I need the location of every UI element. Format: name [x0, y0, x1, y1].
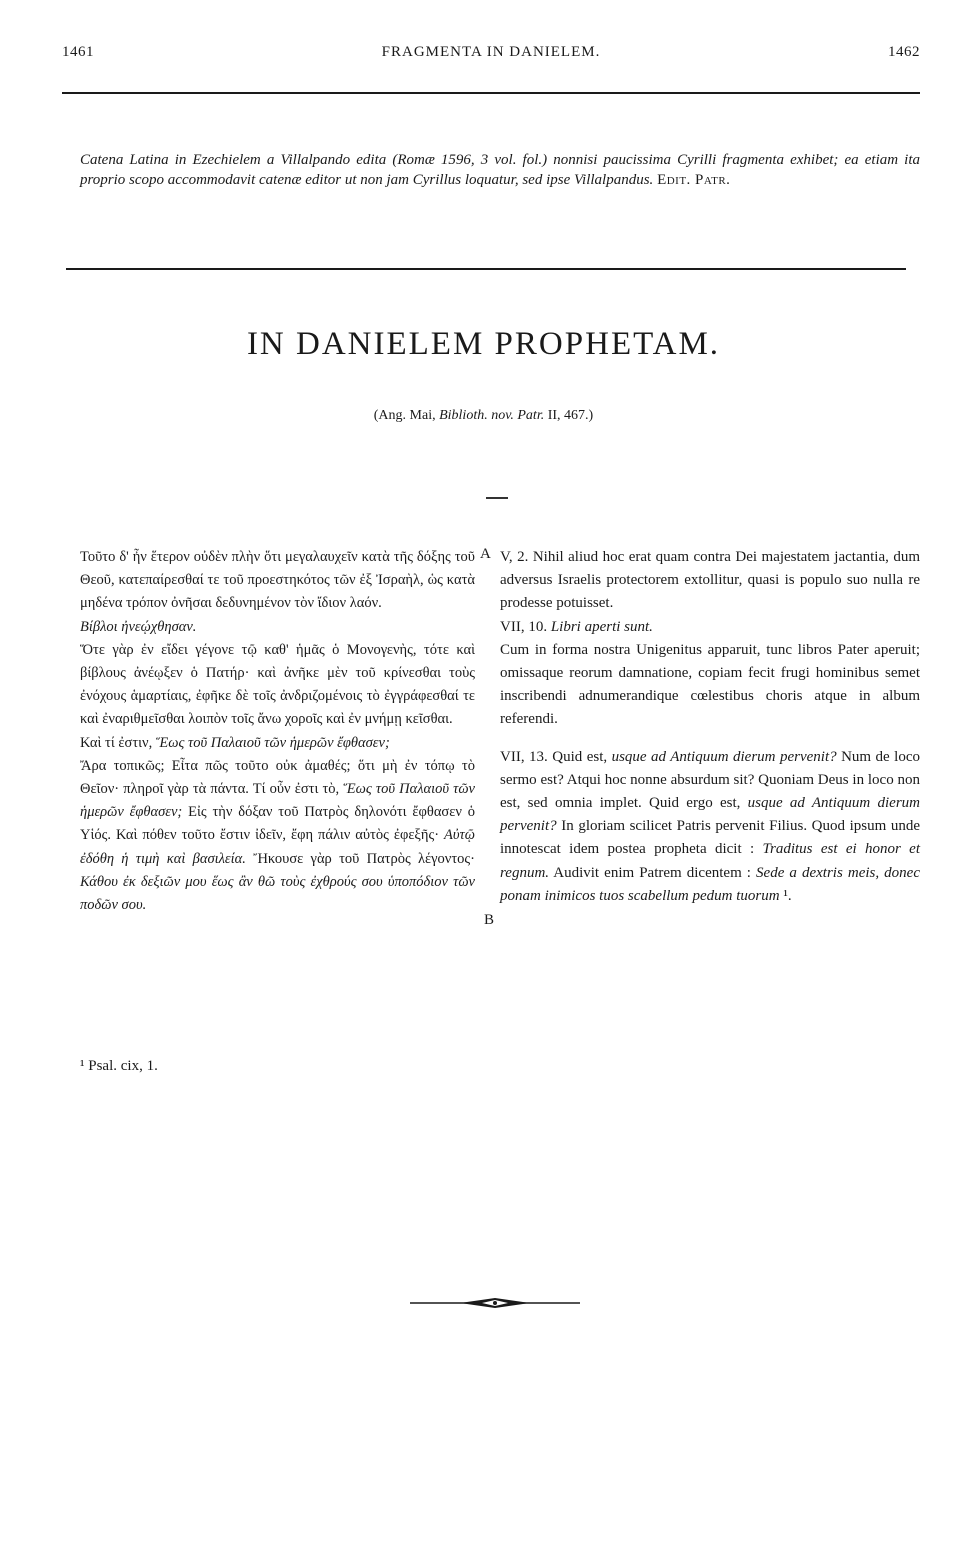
- latin-paragraph-3: Cum in forma nostra Unigenitus apparuit, tunc libros Pater aperuit; omissaque reorum damnatione, copiam fecit frugi hominibus semet inscribendi adnumerandique cœlestibus choris atque in album referendi.: [500, 641, 920, 728]
- latin-ref-2: VII, 10.: [500, 618, 551, 635]
- greek-paragraph-2: Ὅτε γὰρ ἐν εἴδει γέγονε τῷ καθ' ἡμᾶς ὁ Μονογενὴς, τότε καὶ βίβλους ἀνέῳξεν ὁ Πατήρ· καὶ ἀνῆκε μὲν τοῦ κρίνεσθαι τοὺς ἐνόχους ἁμαρτίαις, ἐφῆκε δὲ τοῖς ἀνδριζομένοις τὸ ἐγγράφεσθαί τε καὶ ἐναριθμεῖσθαι λοιπὸν τοῖς ἄνω χοροῖς καὶ ἐν μνήμῃ κεῖσθαι.: [80, 641, 475, 728]
- latin-text-a: VII, 13. Quid est,: [500, 748, 612, 765]
- latin-text-c: In gloriam scilicet Patris pervenit Filius. Quod ipsum unde innotescat idem postea propheta dicit :: [500, 818, 920, 858]
- right-page-number: 1462: [888, 44, 920, 60]
- greek-paragraph-4: [80, 755, 475, 917]
- latin-paragraph-4: [500, 746, 920, 908]
- greek-lemma-5: Κάθου ἐκ δεξιῶν μου ἕως ἂν θῶ τοὺς ἐχθρούς σου ὑποπόδιον τῶν ποδῶν σου.: [80, 873, 475, 914]
- source-work: Biblioth. nov. Patr.: [439, 408, 545, 423]
- greek-text-a: Ἄρα τοπικῶς; Εἶτα πῶς τοῦτο οὐκ ἀμαθές; ὅτι μὴ ἐν τόπῳ τὸ Θεῖον· πληροῖ γὰρ τὰ πάντα. Τί οὖν ἐστι τὸ,: [80, 757, 475, 798]
- running-head: [62, 44, 920, 61]
- greek-lemma-2: Ἕως τοῦ Παλαιοῦ τῶν ἡμερῶν ἔφθασεν;: [155, 734, 390, 751]
- latin-column: [500, 546, 920, 908]
- latin-text-d: Audivit enim Patrem dicentem :: [549, 864, 757, 881]
- latin-lemma-4: Traditus est ei honor et regnum.: [500, 841, 920, 881]
- greek-text-b: Εἰς τὴν δόξαν τοῦ Πατρὸς δηλονότι ἔφθασεν ὁ Υἱός. Καὶ πόθεν τοῦτο ἔστιν ἰδεῖν, ἔφη πάλιν αὐτὸς ἐφεξῆς·: [80, 804, 475, 844]
- source-open: (Ang. Mai,: [373, 408, 440, 423]
- latin-lemma-1: Libri aperti sunt.: [550, 618, 653, 635]
- margin-marker-a: A: [480, 546, 491, 562]
- running-title: FRAGMENTA IN DANIELEM.: [381, 44, 601, 60]
- header-rule: [62, 92, 920, 94]
- section-rule: [66, 268, 906, 270]
- section-title: IN DANIELEM PROPHETAM.: [246, 326, 721, 362]
- footnote-reference: ¹.: [779, 887, 792, 904]
- latin-paragraph-1: V, 2. Nihil aliud hoc erat quam contra Dei majestatem jactantia, dum adversus Israelis protectorem extollitur, quasi is populo suo nulla re prodesse potuisset.: [500, 549, 920, 612]
- greek-lemma-1: Βίβλοι ἠνεῴχθησαν.: [80, 618, 197, 635]
- margin-marker-b: B: [484, 912, 495, 928]
- greek-question: Καὶ τί ἐστιν,: [80, 734, 156, 751]
- greek-text-c: Ἤκουσε γὰρ τοῦ Πατρὸς λέγοντος·: [245, 850, 475, 867]
- left-page-number: 1461: [62, 44, 94, 60]
- latin-lemma-5: Sede a dextris meis, donec ponam inimicos tuos scabellum pedum tuorum: [500, 864, 920, 904]
- latin-paragraph-2: [500, 616, 920, 639]
- latin-text-b: Num de loco sermo est? Atqui hoc nonne absurdum sit? Quoniam Deus in loco non est, sed omnia implet. Quid ergo est,: [500, 748, 920, 812]
- source-ref: II, 467.): [544, 408, 594, 423]
- greek-lemma-3: Ἕως τοῦ Παλαιοῦ τῶν ἡμερῶν ἔφθασεν;: [80, 781, 475, 821]
- greek-lemma-4: Αὐτῷ ἐδόθη ἡ τιμὴ καὶ βασιλεία.: [80, 827, 475, 867]
- intro-text: Catena Latina in Ezechielem a Villalpando edita (Romæ 1596, 3 vol. fol.) nonnisi paucissima Cyrilli fragmenta exhibet; ea etiam ita proprio scopo accommodavit catenæ editor ut non jam Cyrillus loquatur, sed ipse Villalpandus.: [80, 152, 920, 188]
- ornament-divider: [410, 1296, 580, 1310]
- greek-paragraph-3: [80, 732, 475, 755]
- latin-lemma-2: usque ad Antiquum dierum pervenit?: [611, 748, 837, 765]
- latin-lemma-3: usque ad Antiquum dierum pervenit?: [500, 795, 920, 835]
- greek-paragraph-1: Τοῦτο δ' ἦν ἕτερον οὐδὲν πλὴν ὅτι μεγαλαυχεῖν κατὰ τῆς δόξης τοῦ Θεοῦ, κατεπαίρεσθαί τε τοῦ προεστηκότος τῶν ἐξ Ἰσραὴλ, ὡς κατὰ μηδένα τρόπον ὀνῆσαι δεδυνημένον τὸν ἴδιον λαόν.: [80, 549, 475, 612]
- intro-note: [80, 150, 920, 190]
- intro-signature: Edit. Patr.: [657, 172, 731, 188]
- footnote: ¹ Psal. cix, 1.: [80, 1058, 158, 1074]
- greek-column: [80, 546, 475, 917]
- source-citation: [0, 408, 967, 424]
- latin-gap: [500, 732, 920, 746]
- section-dash: [486, 497, 508, 499]
